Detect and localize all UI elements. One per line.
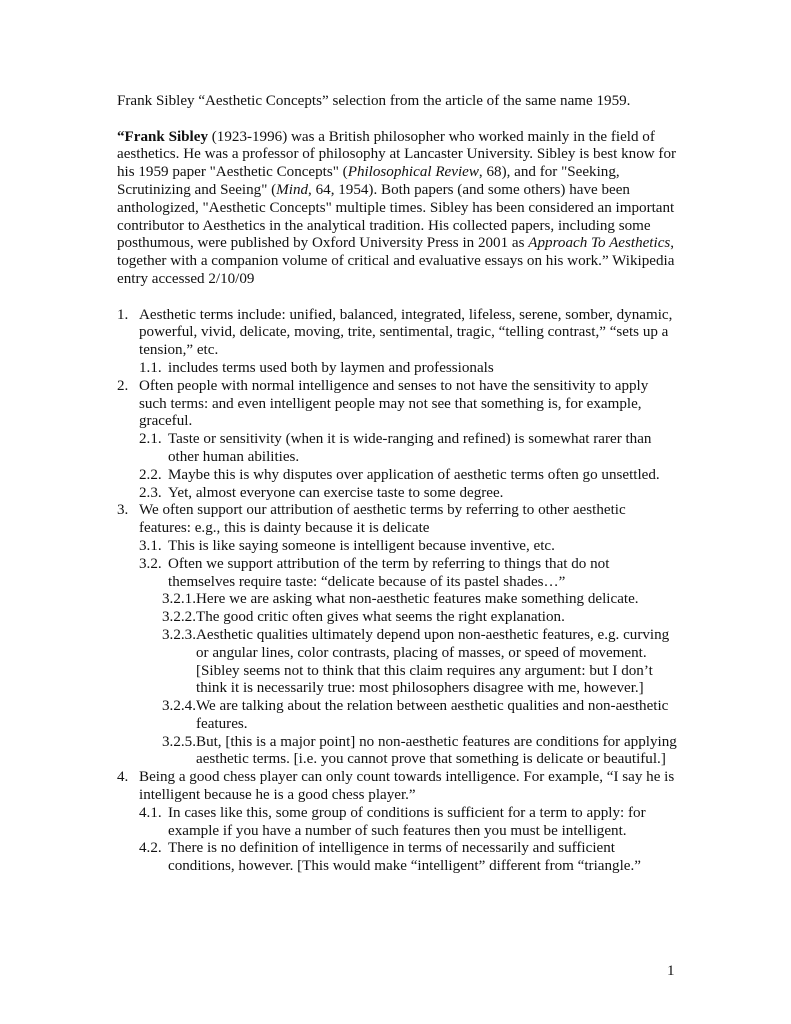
list-item-text: Aesthetic terms include: unified, balanced, integrated, lifeless, serene, somber, dynamic, powerful, vivid, delicate, moving, trite, sentimental, tragic, “telling contrast,” “sets up a tension,” etc.: [139, 306, 673, 359]
list-item-text: includes terms used both by laymen and professionals: [168, 359, 494, 376]
list-item: [117, 556, 677, 592]
list-item-text: But, [this is a major point] no non-aesthetic features are conditions for applying aesthetic terms. [i.e. you cannot prove that something is delicate or beautiful.]: [196, 733, 677, 768]
list-item-text: Here we are asking what non-aesthetic features make something delicate.: [196, 591, 639, 608]
list-item-number: 4.1.: [139, 804, 162, 821]
list-item-number: 3.2.5.: [162, 733, 196, 750]
list-item-text: Maybe this is why disputes over application of aesthetic terms often go unsettled.: [168, 466, 660, 483]
bio-text-2: , 68), and for "Seeking, Scrutinizing and Seeing" (: [117, 164, 620, 198]
list-item-number: 1.: [117, 306, 129, 323]
list-item: [117, 307, 677, 360]
list-item-number: 2.3.: [139, 484, 162, 501]
list-item-number: 3.2.4.: [162, 698, 196, 715]
list-item: [117, 805, 677, 841]
list-item: [117, 734, 677, 770]
bio-text-4: , together with a companion volume of critical and evaluative essays on his work.” Wikipedia entry accessed 2/10/09: [117, 235, 675, 287]
list-item-text: Taste or sensitivity (when it is wide-ranging and refined) is somewhat rarer than other human abilities.: [168, 431, 652, 465]
bio-text-1: (1923-1996) was a British philosopher who worked mainly in the field of aesthetics. He was a professor of philosophy at Lancaster University. Sibley is best know for his 1959 paper "Aesthetic Concepts" (: [117, 128, 677, 181]
bio-italic-2: Mind: [276, 181, 309, 198]
list-item: [117, 467, 677, 485]
list-item-text: We are talking about the relation between aesthetic qualities and non-aesthetic features.: [196, 698, 669, 732]
page-number: 1: [667, 963, 675, 979]
list-item-text: Yet, almost everyone can exercise taste to some degree.: [168, 484, 504, 501]
bio-text-3: , 64, 1954). Both papers (and some others) have been anthologized, "Aesthetic Concepts" multiple times. Sibley has been considered an important contributor to Aesthetics in the analytical tradition. His collected papers, including some posthumous, were published by Oxford University Press in 2001 as: [117, 181, 675, 252]
list-item-number: 3.2.: [139, 555, 162, 572]
list-item: [117, 769, 677, 805]
list-item-number: 2.2.: [139, 466, 162, 483]
list-item: [117, 591, 677, 609]
list-item-text: There is no definition of intelligence in terms of necessarily and sufficient conditions, however. [This would make “intelligent” different from “triangle.”: [168, 840, 641, 875]
bio-name: Frank Sibley: [124, 128, 208, 145]
list-item-text: The good critic often gives what seems the right explanation.: [196, 609, 565, 626]
list-item-number: 4.: [117, 769, 129, 786]
list-item-text: Often people with normal intelligence and senses to not have the sensitivity to apply such terms: and even intelligent people may not see that something is, for example, graceful.: [139, 377, 649, 430]
list-item-number: 2.: [117, 377, 129, 394]
list-item: [117, 502, 677, 538]
list-item-text: We often support our attribution of aesthetic terms by referring to other aesthetic features: e.g., this is dainty because it is delicate: [139, 502, 626, 537]
list-item-number: 3.: [117, 502, 129, 519]
list-item: [117, 840, 677, 876]
list-item-text: Aesthetic qualities ultimately depend upon non-aesthetic features, e.g. curving or angular lines, color contrasts, placing of masses, or speed of movement. [Sibley seems not to think that this claim requires any argument: but I don’t think it is necessarily true: most philosophers disagree with me, however.]: [196, 626, 670, 697]
list-item: [117, 378, 677, 431]
bio-open-quote: “: [117, 128, 125, 145]
list-item-number: 1.1.: [139, 359, 162, 376]
list-item: [117, 698, 677, 734]
list-item-text: Often we support attribution of the term by referring to things that do not themselves require taste: “delicate because of its pastel shades…”: [168, 555, 610, 590]
list-item: [117, 485, 677, 503]
bio-italic-1: Philosophical Review: [347, 164, 479, 181]
list-item-number: 2.1.: [139, 431, 162, 448]
bio-paragraph: [117, 129, 677, 289]
list-item-number: 4.2.: [139, 840, 162, 857]
list-item-text: In cases like this, some group of conditions is sufficient for a term to apply: for example if you have a number of such features then you must be intelligent.: [168, 804, 646, 839]
document-title: Frank Sibley “Aesthetic Concepts” selection from the article of the same name 1959.: [117, 93, 631, 109]
bio-italic-3: Approach To Aesthetics: [528, 235, 671, 252]
list-item: [117, 627, 677, 698]
document-page: [117, 93, 677, 876]
list-item: [117, 538, 677, 556]
list-item-number: 3.1.: [139, 537, 162, 554]
list-item-number: 3.2.3.: [162, 626, 196, 643]
list-item-number: 3.2.2.: [162, 609, 196, 626]
list-item: [117, 360, 677, 378]
list-item-text: This is like saying someone is intelligent because inventive, etc.: [168, 537, 555, 554]
list-item: [117, 609, 677, 627]
list-item-text: Being a good chess player can only count towards intelligence. For example, “I say he is intelligent because he is a good chess player.”: [139, 769, 675, 804]
list-item-number: 3.2.1.: [162, 591, 196, 608]
list-item: [117, 431, 677, 467]
